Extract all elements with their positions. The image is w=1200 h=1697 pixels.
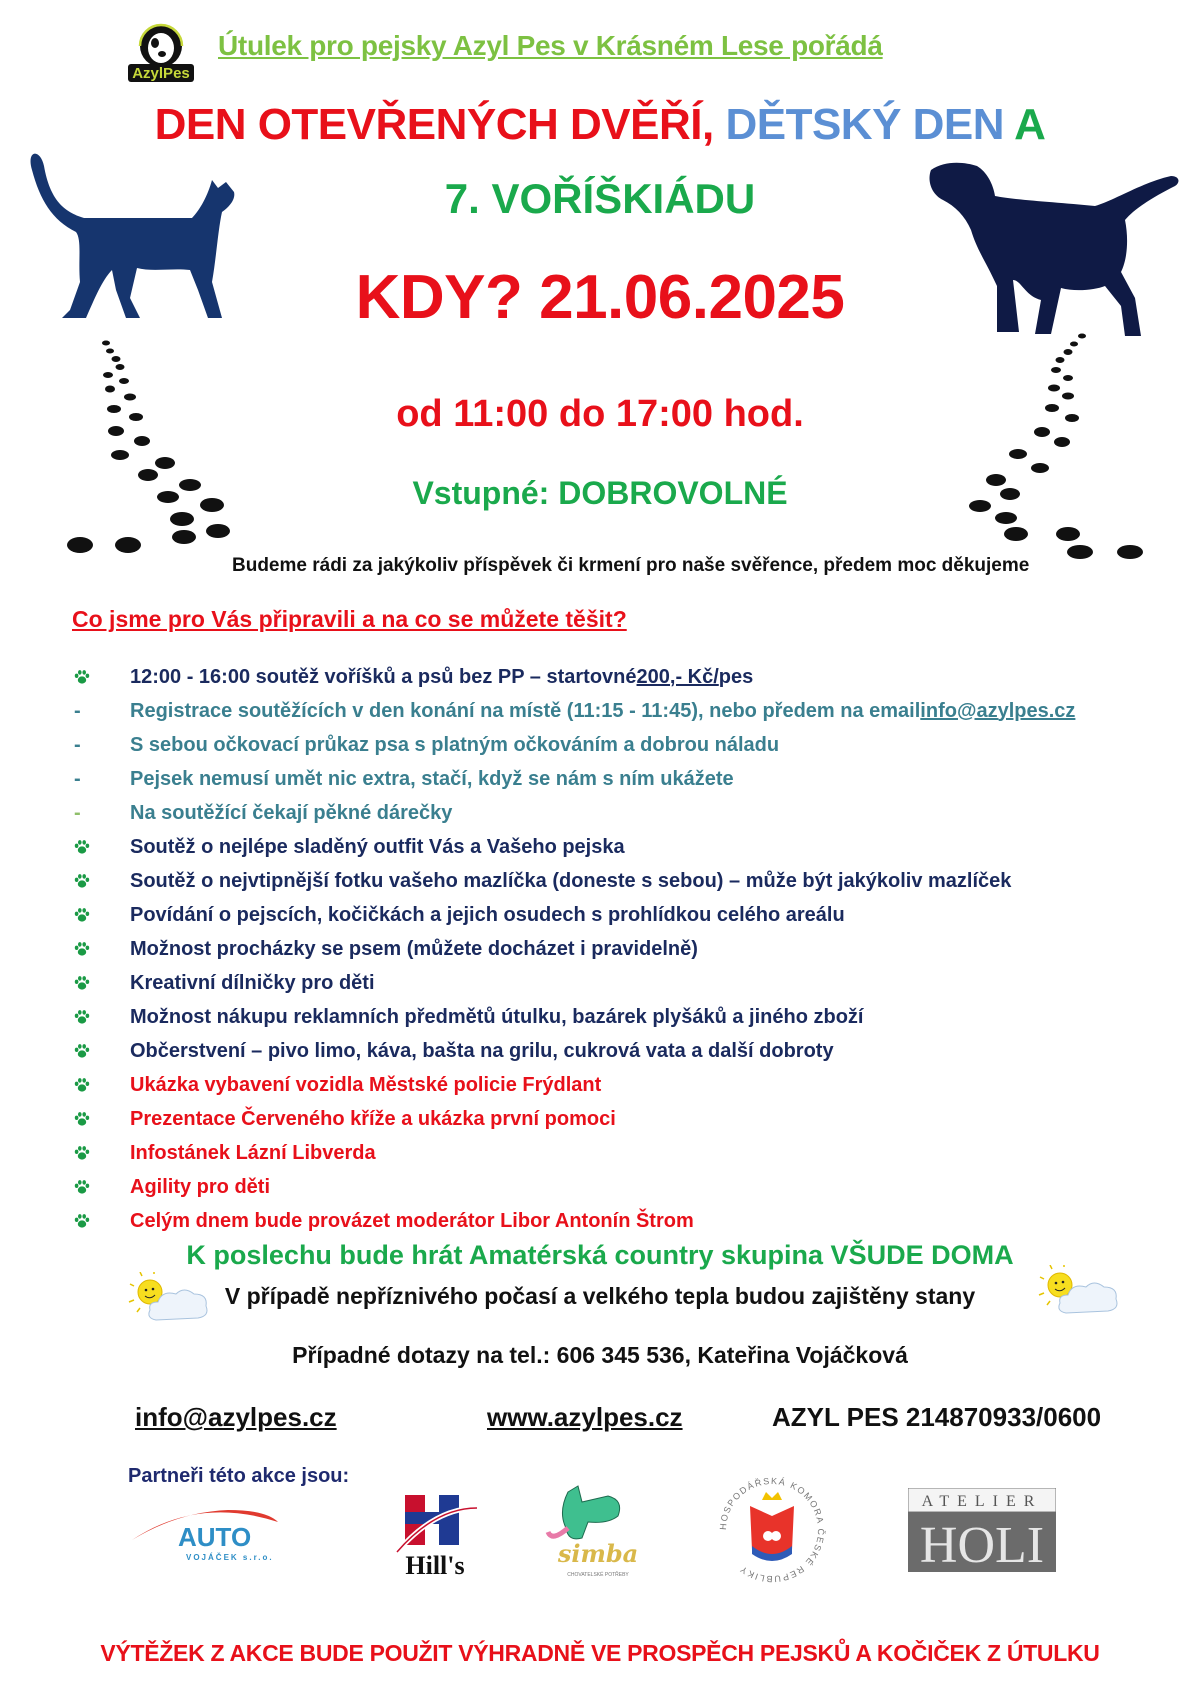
program-item-text: Celým dnem bude provázet moderátor Libor Antonín Štrom: [130, 1209, 694, 1232]
program-item: [72, 966, 1172, 1000]
paw-trail-right-icon: [950, 330, 1150, 565]
program-item: [72, 694, 1172, 728]
svg-text:CHOVATELSKÉ POTŘEBY: CHOVATELSKÉ POTŘEBY: [567, 1572, 629, 1578]
program-item-text: Možnost nákupu reklamních předmětů útulku, bazárek plyšáků a jiného zboží: [130, 1005, 864, 1028]
program-item: [72, 1136, 1172, 1170]
program-item-text: Soutěž o nejlépe sladěný outfit Vás a Vašeho pejska: [130, 835, 625, 858]
partner-logo-simba: [538, 1482, 658, 1587]
event-subtitle: 7. VOŘÍŠKIÁDU: [444, 175, 756, 222]
program-item: [72, 762, 1172, 796]
program-item: [72, 1102, 1172, 1136]
paw-bullet-icon: [72, 907, 130, 923]
event-title: [0, 100, 1200, 150]
program-item: [72, 830, 1172, 864]
paw-bullet-icon: [72, 1077, 130, 1093]
partner-logo-hills: [395, 1490, 485, 1585]
svg-text:HOLI: HOLI: [919, 1517, 1045, 1572]
paw-bullet-icon: [72, 975, 130, 991]
title-open-doors: DEN OTEVŘENÝCH DVĚŘÍ,: [154, 100, 714, 149]
paw-bullet-icon: [72, 1213, 130, 1229]
title-and: A: [1004, 100, 1046, 149]
entry-fee: Vstupné: DOBROVOLNÉ: [412, 475, 788, 511]
svg-text:AzylPes: AzylPes: [132, 65, 190, 82]
dash-bullet-icon: -: [74, 801, 81, 824]
organizer-line: Útulek pro pejsky Azyl Pes v Krásném Lese pořádá: [218, 30, 883, 61]
svg-text:ATELIER: ATELIER: [921, 1493, 1043, 1510]
event-time: od 11:00 do 17:00 hod.: [396, 393, 804, 435]
program-item-text: Soutěž o nejvtipnější fotku vašeho mazlíčka (doneste s sebou) – může být jakýkoliv mazlíček: [130, 869, 1012, 892]
paw-bullet-icon: [72, 1009, 130, 1025]
program-item: [72, 796, 1172, 830]
paw-bullet-icon: [72, 669, 130, 685]
svg-text:HOSPODÁŘSKÁ KOMORA ČESKÉ REPUB: HOSPODÁŘSKÁ KOMORA ČESKÉ REPUBLIKY: [717, 1475, 827, 1585]
partner-logo-auto-vojacek: [128, 1500, 288, 1575]
partner-logo-hospodarska-komora: [712, 1470, 832, 1595]
program-item-text: Registrace soutěžících v den konání na místě (11:15 - 11:45), nebo předem na email: [130, 699, 921, 722]
phone-contact: Případné dotazy na tel.: 606 345 536, Kateřina Vojáčková: [292, 1342, 908, 1368]
program-item-text: Na soutěžící čekají pěkné dárečky: [130, 801, 453, 824]
program-item: [72, 1000, 1172, 1034]
paw-bullet-icon: [72, 1111, 130, 1127]
paw-bullet-icon: [72, 1145, 130, 1161]
email-link[interactable]: info@azylpes.cz: [135, 1402, 337, 1432]
program-item: [72, 728, 1172, 762]
program-item-suffix: pes: [718, 665, 754, 688]
program-list: [72, 660, 1172, 1238]
program-item: [72, 932, 1172, 966]
paw-bullet-icon: [72, 1043, 130, 1059]
program-item: [72, 864, 1172, 898]
svg-text:simba: simba: [557, 1539, 639, 1568]
dash-bullet-icon: -: [74, 767, 81, 790]
azylpes-logo: [126, 22, 196, 84]
bank-account: AZYL PES 214870933/0600: [772, 1402, 1102, 1432]
program-heading: Co jsme pro Vás připravili a na co se můžete těšit?: [72, 606, 627, 632]
svg-text:AUTO: AUTO: [178, 1522, 252, 1552]
proceeds-note: VÝTĚŽEK Z AKCE BUDE POUŽIT VÝHRADNĚ VE PROSPĚCH PEJSKŮ A KOČIČEK Z ÚTULKU: [100, 1640, 1100, 1666]
program-item-text: Prezentace Červeného kříže a ukázka první pomoci: [130, 1107, 616, 1130]
website-link[interactable]: www.azylpes.cz: [487, 1402, 683, 1432]
registration-email-link[interactable]: info@azylpes.cz: [920, 699, 1076, 722]
contribution-note: Budeme rádi za jakýkoliv příspěvek či krmení pro naše svěřence, předem moc děkujeme: [232, 555, 1030, 576]
paw-trail-left-icon: [50, 335, 240, 570]
program-item: [72, 1170, 1172, 1204]
program-item: [72, 1204, 1172, 1238]
dash-bullet-icon: -: [74, 733, 81, 756]
event-date: KDY? 21.06.2025: [355, 263, 845, 332]
program-item-text: Povídání o pejscích, kočičkách a jejich osudech s prohlídkou celého areálu: [130, 903, 845, 926]
program-item-text: Infostánek Lázní Libverda: [130, 1141, 376, 1164]
band-info: K poslechu bude hrát Amatérská country skupina VŠUDE DOMA: [186, 1240, 1014, 1270]
program-item-text: Agility pro děti: [130, 1175, 270, 1198]
paw-bullet-icon: [72, 839, 130, 855]
paw-bullet-icon: [72, 1179, 130, 1195]
title-childrens-day: DĚTSKÝ DEN: [713, 100, 1005, 149]
dash-bullet-icon: -: [74, 699, 81, 722]
program-item-text: 12:00 - 16:00 soutěž voříšků a psů bez PP – startovné: [130, 665, 637, 688]
program-item: [72, 898, 1172, 932]
entry-fee-link[interactable]: 200,- Kč/: [636, 665, 719, 688]
program-item-text: Kreativní dílničky pro děti: [130, 971, 375, 994]
svg-text:VOJÁČEK s.r.o.: VOJÁČEK s.r.o.: [186, 1553, 274, 1562]
paw-bullet-icon: [72, 941, 130, 957]
paw-bullet-icon: [72, 873, 130, 889]
program-item: [72, 660, 1172, 694]
program-item-text: Občerstvení – pivo limo, káva, bašta na grilu, cukrová vata a další dobroty: [130, 1039, 834, 1062]
weather-note: V případě nepříznivého počasí a velkého tepla budou zajištěny stany: [224, 1283, 976, 1309]
partner-logo-atelier-holi: [908, 1488, 1056, 1577]
program-item-text: Možnost procházky se psem (můžete docházet i pravidelně): [130, 937, 698, 960]
svg-text:Hill's: Hill's: [405, 1551, 465, 1580]
program-item-text: S sebou očkovací průkaz psa s platným očkováním a dobrou náladu: [130, 733, 780, 756]
program-item-text: Pejsek nemusí umět nic extra, stačí, když se nám s ním ukážete: [130, 767, 734, 790]
partners-label: Partneři této akce jsou:: [128, 1465, 350, 1487]
program-item-text: Ukázka vybavení vozidla Městské policie Frýdlant: [130, 1073, 602, 1096]
program-item: [72, 1034, 1172, 1068]
program-item: [72, 1068, 1172, 1102]
